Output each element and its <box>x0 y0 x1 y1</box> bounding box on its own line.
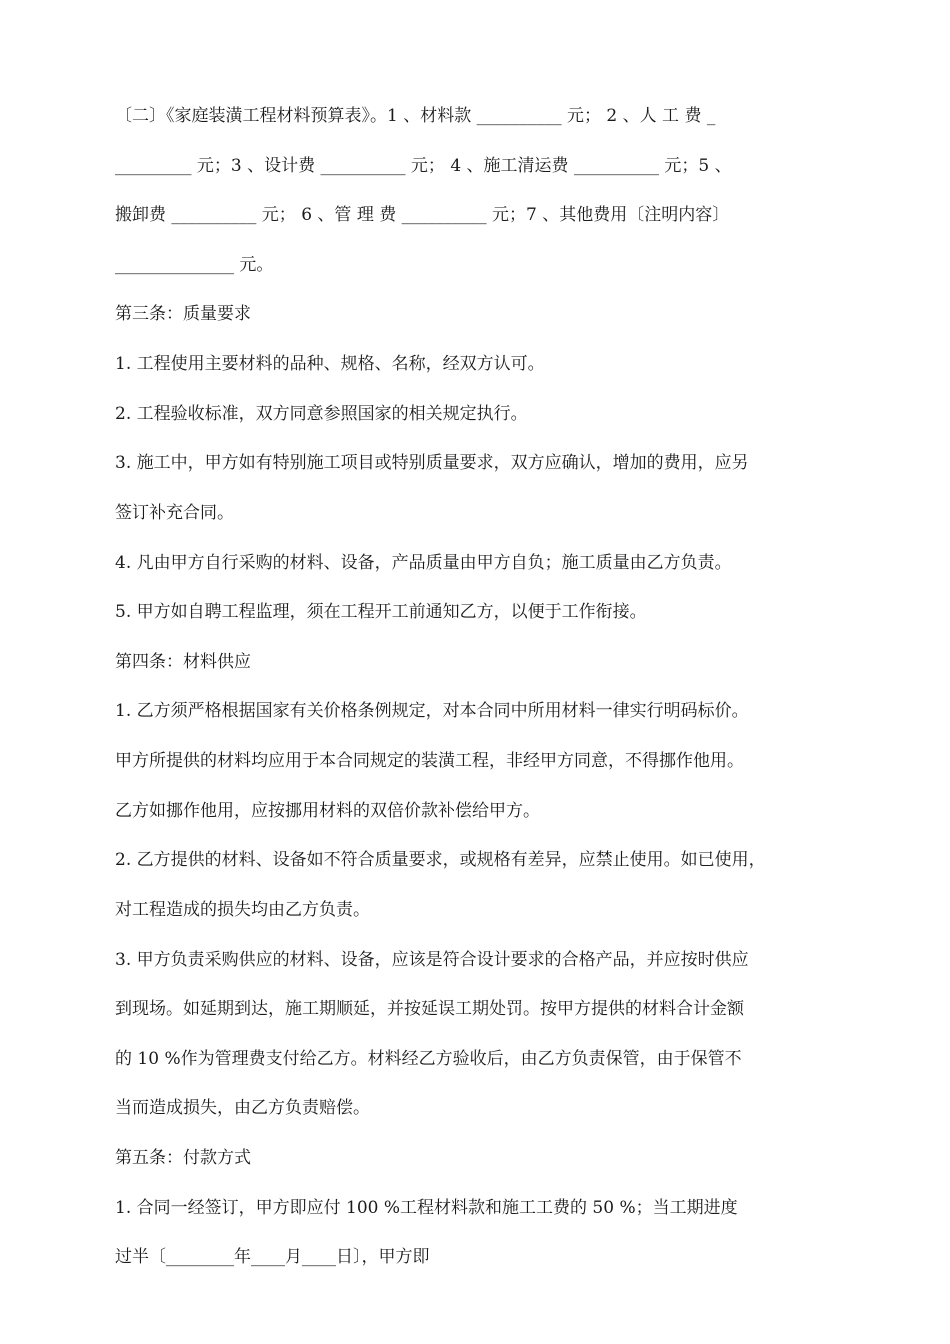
text-line: 到现场。如延期到达，施工期顺延，并按延误工期处罚。按甲方提供的材料合计金额 <box>115 999 744 1019</box>
text-line: 3. 甲方负责采购供应的材料、设备，应该是符合设计要求的合格产品，并应按时供应 <box>115 950 749 970</box>
section-heading: 第五条：付款方式 <box>115 1148 251 1168</box>
text-line: 1. 乙方须严格根据国家有关价格条例规定，对本合同中所用材料一律实行明码标价。 <box>115 701 749 721</box>
text-line: 4. 凡由甲方自行采购的材料、设备，产品质量由甲方自负；施工质量由乙方负责。 <box>115 553 732 573</box>
text-line: 5. 甲方如自聘工程监理，须在工程开工前通知乙方，以便于工作衔接。 <box>115 602 647 622</box>
text-line: 2. 工程验收标准，双方同意参照国家的相关规定执行。 <box>115 404 528 424</box>
text-line: 对工程造成的损失均由乙方负责。 <box>115 900 370 920</box>
text-line: _________ 元；3 、设计费 __________ 元； 4 、施工清运费 __________ 元；5 、 <box>115 156 732 176</box>
text-line: 签订补充合同。 <box>115 503 234 523</box>
section-heading: 第四条：材料供应 <box>115 652 251 672</box>
text-line: ______________ 元。 <box>115 255 274 275</box>
text-line: 的 10 %作为管理费支付给乙方。材料经乙方验收后，由乙方负责保管，由于保管不 <box>115 1049 742 1069</box>
text-line: 当而造成损失，由乙方负责赔偿。 <box>115 1098 370 1118</box>
text-line: 1. 合同一经签订，甲方即应付 100 %工程材料款和施工工费的 50 %；当工期进度 <box>115 1198 738 1218</box>
text-line: 1. 工程使用主要材料的品种、规格、名称，经双方认可。 <box>115 354 545 374</box>
section-heading: 第三条：质量要求 <box>115 304 251 324</box>
text-line: 过半〔________年____月____日〕，甲方即 <box>115 1247 430 1267</box>
text-line: 甲方所提供的材料均应用于本合同规定的装潢工程，非经甲方同意，不得挪作他用。 <box>115 751 744 771</box>
text-line: 3. 施工中，甲方如有特别施工项目或特别质量要求，双方应确认，增加的费用，应另 <box>115 453 749 473</box>
text-line: 〔二〕《家庭装潢工程材料预算表》。1 、材料款 __________ 元； 2 、人 工 费 _ <box>115 106 716 126</box>
text-line: 2. 乙方提供的材料、设备如不符合质量要求，或规格有差异，应禁止使用。如已使用， <box>115 850 766 870</box>
text-line: 搬卸费 __________ 元； 6 、管 理 费 __________ 元；7 、其他费用〔注明内容〕 <box>115 205 730 225</box>
text-line: 乙方如挪作他用，应按挪用材料的双倍价款补偿给甲方。 <box>115 801 540 821</box>
